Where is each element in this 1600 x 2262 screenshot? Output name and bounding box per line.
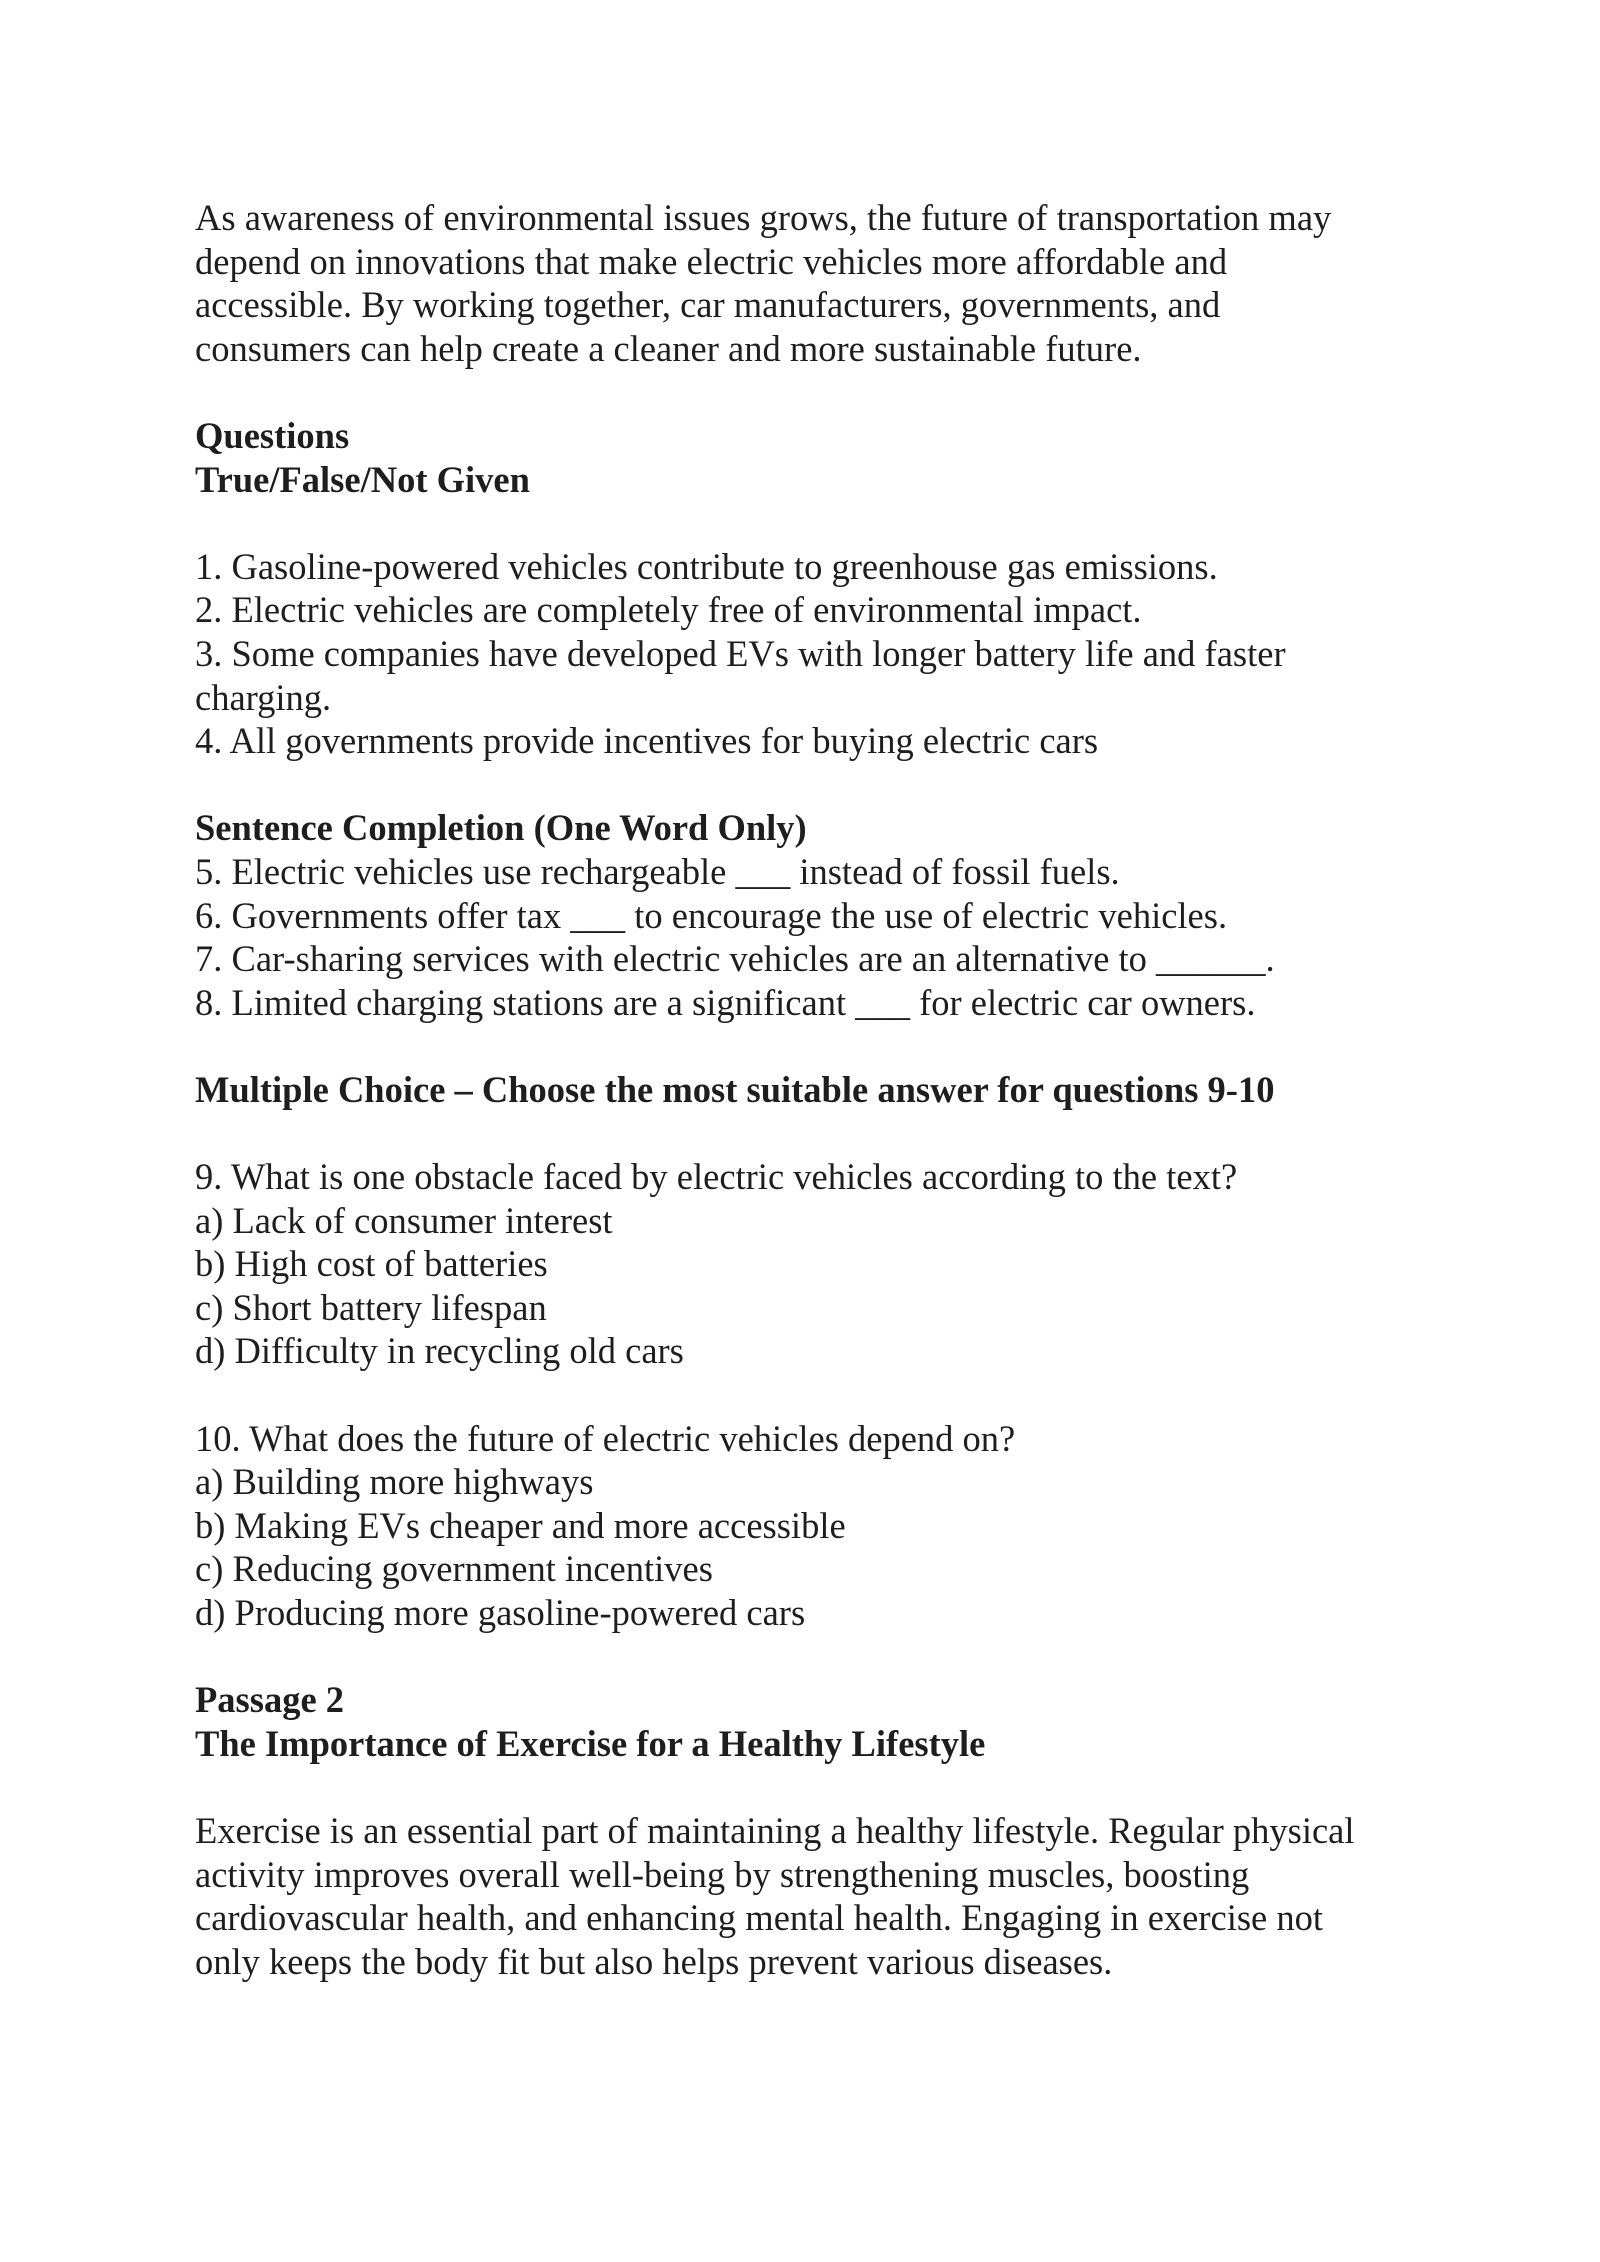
spacer — [195, 1765, 1425, 1809]
paragraph-line: accessible. By working together, car manufacturers, governments, and — [195, 284, 1221, 326]
paragraph-line: Exercise is an essential part of maintaining a healthy lifestyle. Regular physical — [195, 1809, 1355, 1851]
answer-option: d) Producing more gasoline-powered cars — [195, 1592, 806, 1633]
paragraph-line: As awareness of environmental issues grows, the future of transportation may — [195, 197, 1332, 238]
spacer — [195, 1111, 1425, 1155]
list-item: 4. All governments provide incentives for buying electric cars — [195, 720, 1099, 762]
list-item: 1. Gasoline-powered vehicles contribute to greenhouse gas emissions. — [195, 545, 1218, 587]
list-item: 6. Governments offer tax ___ to encourage the use of electric vehicles. — [195, 894, 1228, 936]
paragraph-line: only keeps the body fit but also helps prevent various diseases. — [195, 1940, 1113, 1982]
question-text: 9. What is one obstacle faced by electric vehicles according to the text? — [195, 1156, 1238, 1198]
document-page — [195, 196, 1425, 1983]
spacer — [195, 370, 1425, 414]
tfng-heading: True/False/Not Given — [195, 458, 530, 500]
question-text: 10. What does the future of electric vehicles depend on? — [195, 1417, 1016, 1459]
sentence-completion-list — [195, 850, 1425, 1024]
passage-2-label: Passage 2 — [195, 1679, 345, 1721]
paragraph-line: depend on innovations that make electric vehicles more affordable and — [195, 240, 1228, 282]
spacer — [195, 501, 1425, 545]
sentence-completion-heading: Sentence Completion (One Word Only) — [195, 807, 807, 849]
list-item: 7. Car-sharing services with electric vehicles are an alternative to ______. — [195, 938, 1275, 980]
answer-option: d) Difficulty in recycling old cars — [195, 1330, 684, 1372]
answer-option: a) Lack of consumer interest — [195, 1199, 613, 1241]
tfng-list — [195, 545, 1425, 763]
spacer — [195, 1635, 1425, 1679]
list-item: charging. — [195, 676, 332, 718]
answer-option: a) Building more highways — [195, 1461, 594, 1503]
passage-2-paragraph — [195, 1809, 1425, 1983]
spacer — [195, 1024, 1425, 1068]
answer-option: b) Making EVs cheaper and more accessible — [195, 1504, 846, 1546]
answer-option: b) High cost of batteries — [195, 1243, 548, 1285]
question-9 — [195, 1155, 1425, 1373]
spacer — [195, 763, 1425, 807]
paragraph-line: consumers can help create a cleaner and more sustainable future. — [195, 327, 1142, 369]
paragraph-line: cardiovascular health, and enhancing mental health. Engaging in exercise not — [195, 1897, 1324, 1939]
paragraph-line: activity improves overall well-being by strengthening muscles, boosting — [195, 1853, 1250, 1895]
answer-option: c) Short battery lifespan — [195, 1286, 547, 1328]
multiple-choice-heading: Multiple Choice – Choose the most suitable answer for questions 9-10 — [195, 1068, 1275, 1110]
passage-2-title: The Importance of Exercise for a Healthy Lifestyle — [195, 1722, 986, 1764]
list-item: 8. Limited charging stations are a significant ___ for electric car owners. — [195, 981, 1256, 1023]
answer-option: c) Reducing government incentives — [195, 1548, 713, 1590]
intro-paragraph — [195, 196, 1425, 370]
spacer — [195, 1373, 1425, 1417]
list-item: 2. Electric vehicles are completely free of environmental impact. — [195, 589, 1142, 631]
list-item: 5. Electric vehicles use rechargeable ___ instead of fossil fuels. — [195, 850, 1120, 892]
question-10 — [195, 1417, 1425, 1635]
list-item: 3. Some companies have developed EVs with longer battery life and faster — [195, 632, 1286, 674]
questions-heading: Questions — [195, 414, 350, 456]
